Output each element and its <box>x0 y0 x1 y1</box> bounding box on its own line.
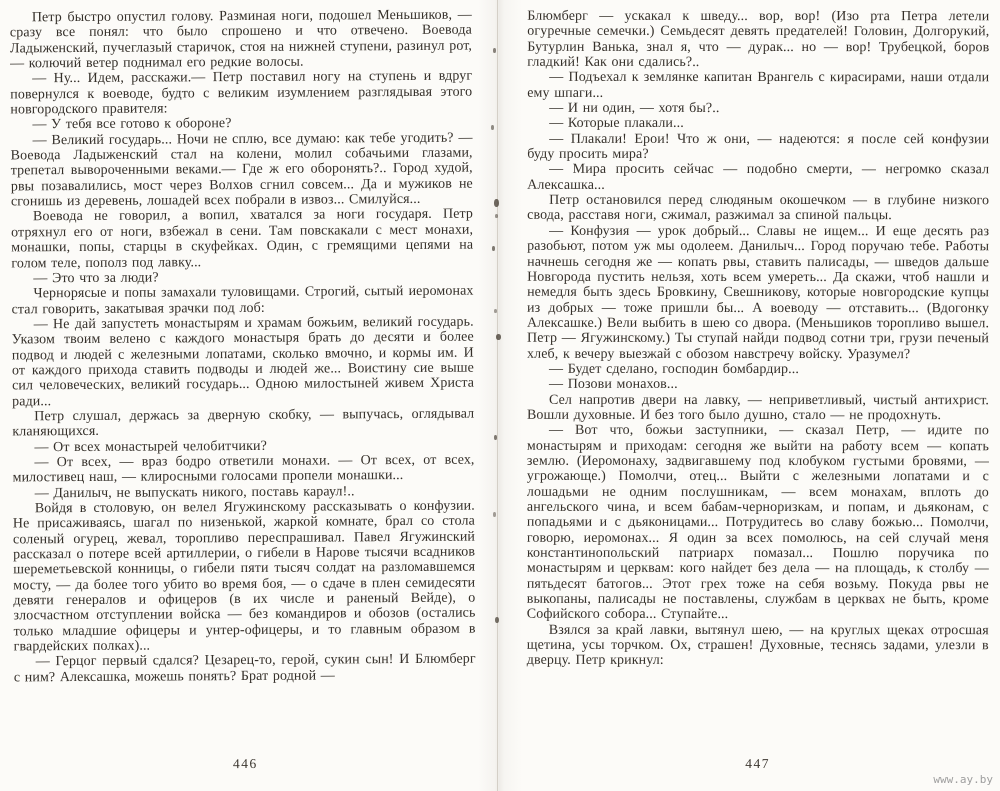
paragraph: Петр слушал, держась за дверную скобку, — выпучась, оглядывал кланяющихся. <box>12 406 475 440</box>
watermark: www.ay.by <box>933 773 993 786</box>
binding-mark <box>491 125 494 130</box>
paragraph: Воевода не говорил, а вопил, хватался за ноги государя. Петр отряхнул его от ноги, взбежал в сени. Там повскакали с мест монахи, монашки, попы, старцы в скуфейках. Один, с гремящими цепями на голом теле, пополз под лавку... <box>11 207 474 271</box>
paragraph: — Великий государь... Ночи не сплю, все думаю: как тебе угодить? — Воевода Ладыженский стал на колени, молил собачьими глазами, трепетал вывороченными веками.— Где ж его оборонять?.. Город худой, рвы позавалились, мост через Волхов сгнил совсем... Да и мужиков не сгонишь из деревень, лошадей всех побрали в извоз... Смилуйся... <box>10 130 473 210</box>
paragraph: — У тебя все готово к обороне? <box>32 116 232 133</box>
paragraph: Петр остановился перед слюдяным окошечком — в глубине низкого свода, расставя ноги, сжимал, разжимал за спиной пальцы. <box>527 192 990 224</box>
binding-mark <box>493 48 496 53</box>
gutter-crease-line <box>497 0 498 791</box>
binding-mark <box>495 617 499 623</box>
binding-mark <box>494 199 499 207</box>
paragraph: — От всех, — враз бодро ответили монахи. — От всех, от всех, милостивец наш, — клиросными голосами пропели монашки... <box>12 452 475 486</box>
book-gutter <box>478 0 522 791</box>
paragraph: Блюмберг — ускакал к шведу... вор, вор! (Изо рта Петра летели огуречные семечки.) Семьдесят девять предателей! Головин, Долгорукий, Бутурлин Ванька, знал я, что — дурак... но — вор! Трубецкой, боров гладкий! Как они сдались?.. <box>527 8 990 70</box>
paragraph: Сел напротив двери на лавку, — неприветливый, чистый антихрист. Вошли духовные. И без того было душно, стало — не продохнуть. <box>526 392 989 424</box>
paragraph: Взялся за край лавки, вытянул шею, — на круглых щеках отросшая щетина, усы торчком. Ох, страшен! Духовные, теснясь задами, улезли в дверцу. Петр крикнул: <box>526 622 989 669</box>
paragraph: — Герцог первый сдался? Цезарец-то, герой, сукин сын! И Блюмберг с ним? Алексашка, можешь понять? Брат родной — <box>13 652 476 686</box>
paragraph: Войдя в столовую, он велел Ягужинскому рассказывать о конфузии. Не присаживаясь, шагал по низенькой, жаркой комнате, брал со стола соленый огурец, жевал, торопливо переспрашивал. Павел Ягужинский рассказал о потере всей артиллерии, о гибели в Нарове тысячи всадников шереметьевской конницы, о гибели пяти тысяч солдат на разломавшемся мосту, — да более того убито во время боя, — о сдаче в плен семидесяти девяти генералов и офицеров (в их числе и раненый Вейде), о злосчастном отступлении войска — без командиров и обозов (остались только младшие офицеры и унтер-офицеры, и то главным образом в гвардейских полках)... <box>12 498 476 655</box>
binding-mark <box>496 334 501 340</box>
paragraph: — Ну... Идем, расскажи.— Петр поставил ногу на ступень и вдруг повернулся к воеводе, будто с великим изумлением разглядывая этого новгородского правителя: <box>10 68 473 118</box>
page-left <box>9 7 476 772</box>
page-left-text <box>10 8 476 686</box>
page-number-left: 446 <box>232 755 258 772</box>
binding-mark <box>492 246 495 251</box>
page-number-right: 447 <box>745 755 771 772</box>
paragraph: — Конфузия — урок добрый... Славы не ищем... И еще десять раз разобьют, потом уж мы одолеем. Данилыч... Город поручаю тебе. Работы начнешь сегодня же — копать рвы, ставить палисады, — шведов дальше Новгорода пустить нельзя, хоть всем умереть... Да скажи, чтоб нашли и немедля быть здесь Бровкину, Свешникову, которые новгородские купцы из добрых — тоже пришли бы... А воеводу — отставить... (Вдогонку Алексашке.) Вели выбить в шею со двора. (Меньшиков торопливо вышел. Петр — Ягужинскому.) Ты ступай найди подвод сотни три, грузи печеный хлеб, к вечеру выезжай с обозом навстречу войску. Уразумел? <box>527 223 990 362</box>
paragraph: — Которые плакали... <box>549 116 684 132</box>
paragraph: — Это что за люди? <box>33 270 159 287</box>
paragraph: — Будет сделано, господин бомбардир... <box>549 361 799 377</box>
binding-mark <box>494 309 497 313</box>
paragraph: Чернорясые и попы замахали туловищами. Строгий, сытый иеромонах стал говорить, закатывая зрачки под лоб: <box>11 283 474 317</box>
paragraph: — Позови монахов... <box>548 377 678 393</box>
paragraph: Петр быстро опустил голову. Разминая ноги, подошел Меньшиков, — сразу все понял: что было спрошено и что отвечено. Воевода Ладыженский, пучеглазый старичок, стоя на нижней ступени, разинул рот, — колючий ветер поднимал его редкие волосы. <box>9 7 473 72</box>
binding-mark <box>494 435 497 440</box>
paragraph: — От всех монастырей челобитчики? <box>34 438 267 455</box>
paragraph: — Данилыч, не выпускать никого, поставь караул!.. <box>34 483 355 501</box>
page-right-text <box>527 9 990 669</box>
page-right <box>526 8 990 772</box>
paragraph: — Вот что, божьи заступники, — сказал Петр, — идите по монастырям и приходам: сегодня же выйти на работу всем — копать землю. (Иеромонаху, задвигавшему под клобуком густыми бровями, — угрожающе.) Помолчи, отец... Выйти с железными лопатами и с лошадьми не одним послушникам, — всем монахам, вплоть до ангельского чина, и всем бабам-черноризкам, и попам, и дьяконам, с попадьями и с дьяконицами... Потрудитесь во славу божью... Помолчи, говорю, иеромонах... Я один за всех помолюсь, на сей случай меня константинопольский патриарх помазал... Пошлю поручика по монастырям и церквам: кого найдет без дела — на площадь, к столбу — пятьдесят батогов... Этот грех тоже на себя возьму. Покуда рвы не выкопаны, палисады не поставлены, службам в церквах не быть, кроме Софийского собора... Ступайте... <box>526 423 989 623</box>
paragraph: — Подъехал к землянке капитан Врангель с кирасирами, наши отдали ему шпаги... <box>527 70 990 101</box>
paragraph: — Плакали! Ерои! Что ж они, — надеются: я после сей конфузии буду просить мира? <box>527 131 990 162</box>
binding-mark <box>495 214 498 218</box>
paragraph: — Мира просить сейчас — подобно смерти, — негромко сказал Алексашка... <box>527 162 990 193</box>
paragraph: — Не дай запустеть монастырям и храмам божьим, великий государь. Указом твоим велено с каждого монастыря брать до десяти и более подвод и людей с железными лопатами, сколько вмочно, и кормы им. И от каждого прихода ставить подводы и людей же... Воистину сие выше сил человеческих, великий государь... Одною милостыней живем Христа ради... <box>11 314 475 410</box>
paragraph: — И ни один, — хотя бы?.. <box>549 100 720 117</box>
binding-mark <box>493 512 496 517</box>
